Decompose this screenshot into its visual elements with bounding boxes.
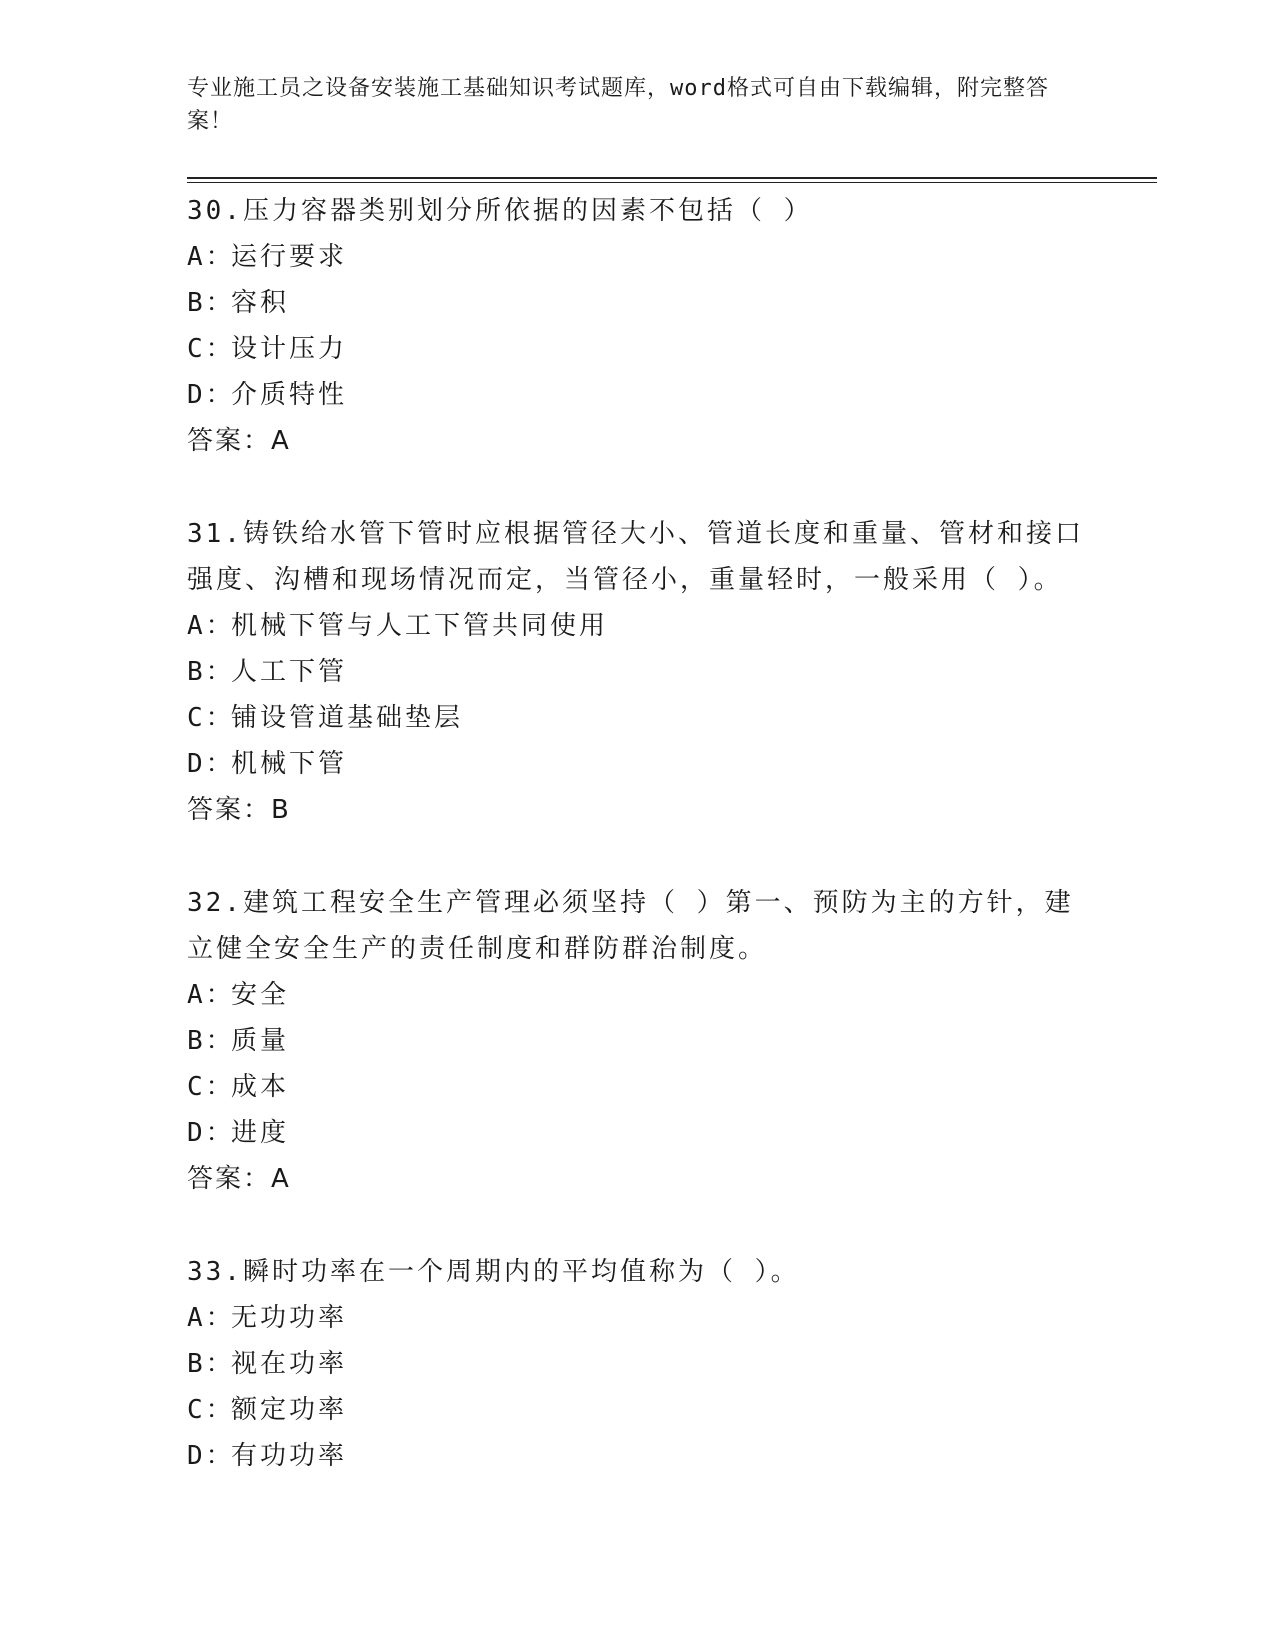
option-key: B： — [187, 1349, 235, 1379]
document-header: 专业施工员之设备安装施工基础知识考试题库，word格式可自由下载编辑，附完整答案！ — [187, 76, 1049, 134]
option-key: D： — [187, 1441, 235, 1471]
option-key: D： — [187, 380, 235, 410]
question-32 — [187, 880, 1087, 1202]
option-key: A： — [187, 611, 235, 641]
answer-label: 答案：A — [187, 1164, 291, 1194]
option-c — [187, 1064, 1087, 1110]
option-key: B： — [187, 1026, 235, 1056]
option-key: A： — [187, 980, 235, 1010]
answer-label: 答案：B — [187, 795, 291, 825]
option-text: 铺设管道基础垫层 — [231, 703, 464, 733]
question-text: 33.瞬时功率在一个周期内的平均值称为（ ）。 — [187, 1257, 800, 1287]
header-divider-thin — [187, 182, 1157, 183]
option-text: 无功功率 — [231, 1303, 348, 1333]
option-b — [187, 1341, 1087, 1387]
option-key: C： — [187, 1395, 235, 1425]
option-text: 介质特性 — [231, 380, 348, 410]
option-a — [187, 1295, 1087, 1341]
option-key: C： — [187, 334, 235, 364]
option-key: C： — [187, 703, 235, 733]
option-text: 质量 — [231, 1026, 290, 1056]
question-text: 30.压力容器类别划分所依据的因素不包括（ ） — [187, 196, 813, 226]
option-c — [187, 1387, 1087, 1433]
option-text: 有功功率 — [231, 1441, 348, 1471]
option-a — [187, 972, 1087, 1018]
option-a — [187, 603, 1087, 649]
question-text: 31.铸铁给水管下管时应根据管径大小、管道长度和重量、管材和接口强度、沟槽和现场情况而定，当管径小，重量轻时，一般采用（ ）。 — [187, 519, 1084, 595]
option-text: 机械下管与人工下管共同使用 — [231, 611, 609, 641]
option-b — [187, 649, 1087, 695]
option-text: 安全 — [231, 980, 290, 1010]
option-b — [187, 1018, 1087, 1064]
question-31 — [187, 511, 1087, 833]
header-divider-thick — [187, 177, 1157, 179]
option-text: 视在功率 — [231, 1349, 348, 1379]
option-key: C： — [187, 1072, 235, 1102]
option-text: 人工下管 — [231, 657, 348, 687]
question-33 — [187, 1249, 1087, 1479]
option-text: 容积 — [231, 288, 290, 318]
question-30 — [187, 188, 1087, 464]
option-key: A： — [187, 1303, 235, 1333]
option-key: D： — [187, 749, 235, 779]
option-c — [187, 695, 1087, 741]
option-d — [187, 1110, 1087, 1156]
answer-label: 答案：A — [187, 426, 291, 456]
option-c — [187, 326, 1087, 372]
option-key: A： — [187, 242, 235, 272]
option-text: 运行要求 — [231, 242, 348, 272]
question-list — [187, 188, 1087, 1526]
option-d — [187, 1433, 1087, 1479]
option-key: D： — [187, 1118, 235, 1148]
option-a — [187, 234, 1087, 280]
question-text: 32.建筑工程安全生产管理必须坚持（ ）第一、预防为主的方针，建立健全安全生产的责任制度和群防群治制度。 — [187, 888, 1074, 964]
option-key: B： — [187, 288, 235, 318]
option-key: B： — [187, 657, 235, 687]
option-d — [187, 741, 1087, 787]
option-text: 进度 — [231, 1118, 290, 1148]
option-b — [187, 280, 1087, 326]
option-text: 设计压力 — [231, 334, 348, 364]
option-text: 成本 — [231, 1072, 290, 1102]
option-d — [187, 372, 1087, 418]
option-text: 机械下管 — [231, 749, 348, 779]
option-text: 额定功率 — [231, 1395, 348, 1425]
